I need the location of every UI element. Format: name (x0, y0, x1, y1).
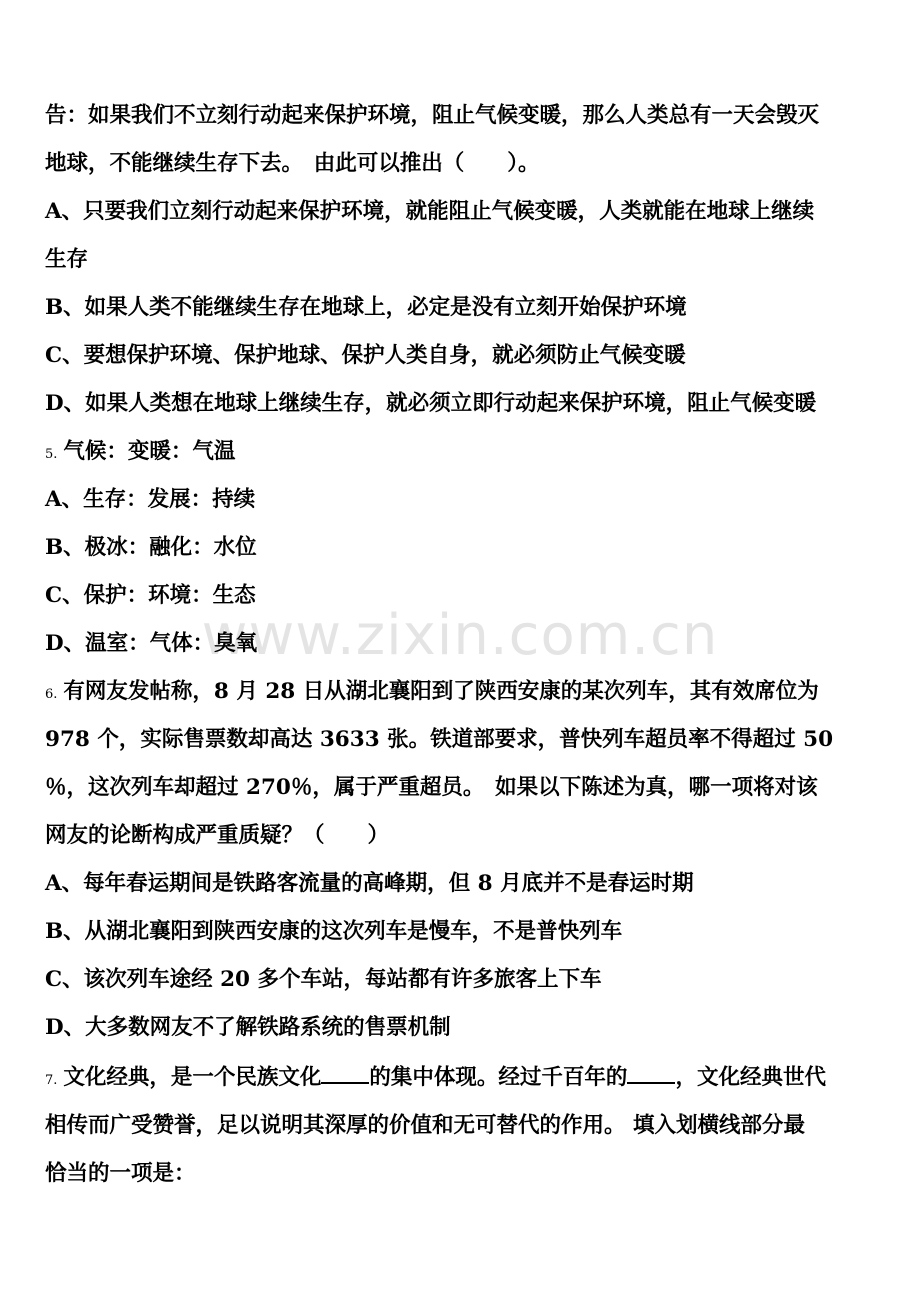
question-text: 的集中体现。经过千百年的 (369, 1065, 628, 1090)
question-5 (45, 437, 890, 467)
question-6 (45, 677, 890, 707)
option-b: B、如果人类不能继续生存在地球上，必定是没有立刻开始保护环境 (45, 295, 687, 320)
question-7 (45, 1063, 890, 1093)
fill-blank (627, 1064, 675, 1084)
option-d: D、温室：气体：臭氧 (45, 631, 258, 656)
option-c: C、该次列车途经 20 多个车站，每站都有许多旅客上下车 (45, 967, 602, 992)
option-c: C、保护：环境：生态 (45, 583, 256, 608)
text-line: 相传而广受赞誉，足以说明其深厚的价值和无可替代的作用。 填入划横线部分最 (45, 1113, 805, 1138)
option-d: D、如果人类想在地球上继续生存，就必须立即行动起来保护环境，阻止气候变暖 (45, 391, 817, 416)
text-line: 地球，不能继续生存下去。 由此可以推出（ ）。 (45, 151, 540, 176)
question-text: 文化经典，是一个民族文化 (63, 1065, 322, 1090)
question-number: 6. (45, 687, 58, 702)
option-d: D、大多数网友不了解铁路系统的售票机制 (45, 1015, 451, 1040)
question-number: 5. (45, 447, 58, 462)
question-text: 有网友发帖称，8 月 28 日从湖北襄阳到了陕西安康的某次列车，其有效席位为 (63, 679, 819, 704)
option-a: A、只要我们立刻行动起来保护环境，就能阻止气候变暖，人类就能在地球上继续 (45, 199, 815, 224)
option-a: A、每年春运期间是铁路客流量的高峰期，但 8 月底并不是春运时期 (45, 871, 694, 896)
text-line: 告：如果我们不立刻行动起来保护环境，阻止气候变暖，那么人类总有一天会毁灭 (45, 103, 820, 128)
option-c: C、要想保护环境、保护地球、保护人类自身，就必须防止气候变暖 (45, 343, 686, 368)
watermark: www.zixin.com.cn (201, 603, 719, 668)
text-line: 网友的论断构成严重质疑？（ ） (45, 823, 390, 848)
text-line: ％，这次列车却超过 270％，属于严重超员。 如果以下陈述为真，哪一项将对该 (45, 775, 818, 800)
question-text: 气候：变暖：气温 (63, 439, 236, 464)
text-line: 恰当的一项是： (45, 1161, 196, 1186)
option-b: B、从湖北襄阳到陕西安康的这次列车是慢车，不是普快列车 (45, 919, 623, 944)
text-line: 978 个，实际售票数却高达 3633 张。铁道部要求，普快列车超员率不得超过 50 (45, 727, 834, 752)
text-line: 生存 (45, 247, 89, 272)
fill-blank (321, 1064, 369, 1084)
question-text: ，文化经典世代 (675, 1065, 826, 1090)
option-b: B、极冰：融化：水位 (45, 535, 257, 560)
question-number: 7. (45, 1073, 58, 1088)
option-a: A、生存：发展：持续 (45, 487, 256, 512)
